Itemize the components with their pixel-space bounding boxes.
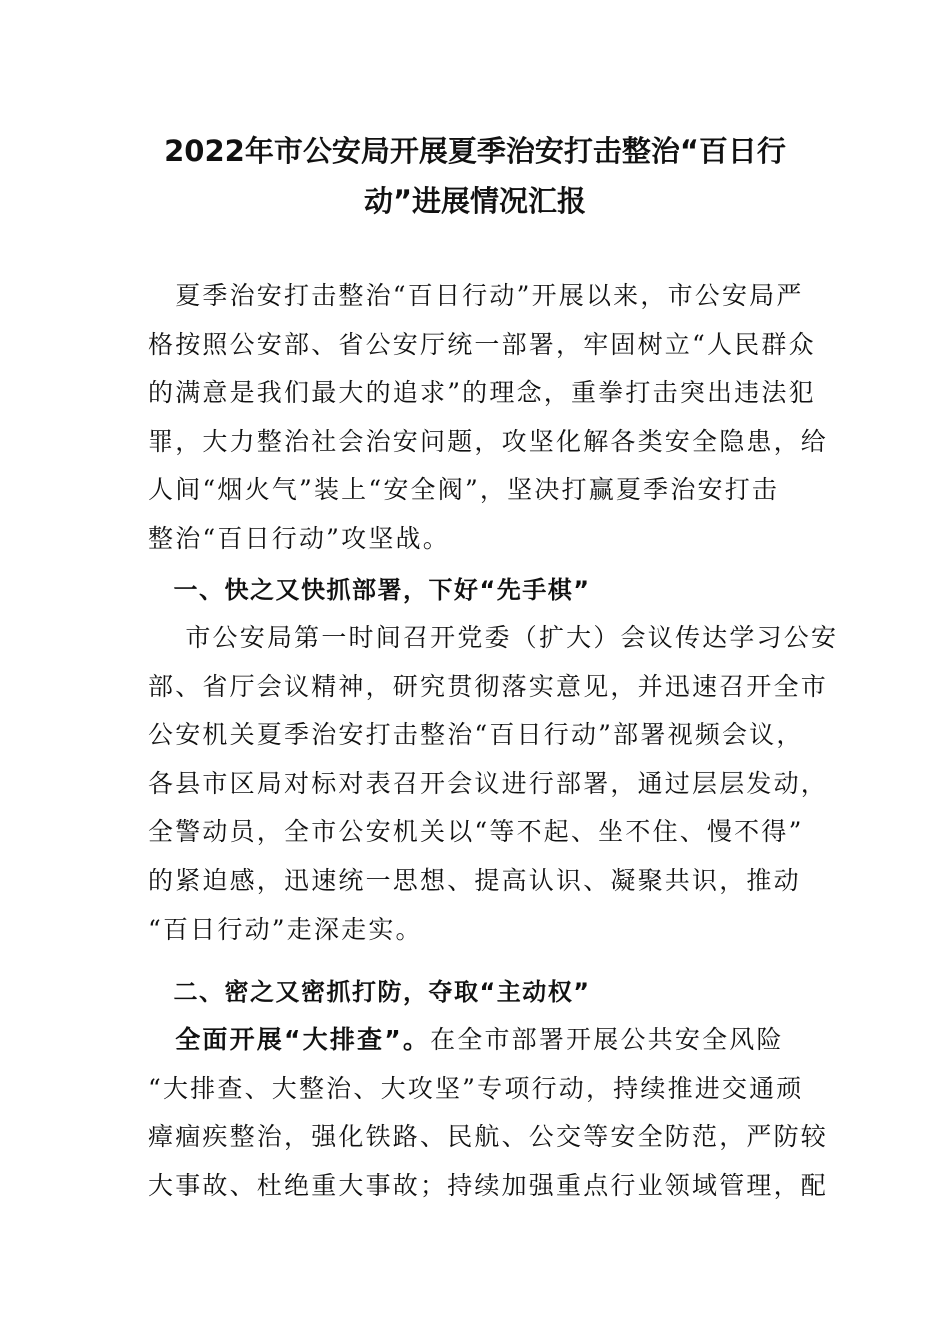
section-1-heading: 一、快之又快抓部署，下好“先手棋” [148, 576, 591, 604]
intro-line-5: 人间“烟火气”装上“安全阀”，坚决打赢夏季治安打击 [148, 475, 780, 505]
title-line-2: 动”进展情况汇报 [363, 184, 587, 218]
section-2-paragraph [148, 1016, 829, 1210]
intro-line-4: 罪，大力整治社会治安问题，攻坚化解各类安全隐患，给 [148, 426, 829, 456]
section-2-line-2: “大排查、大整治、大攻坚”专项行动，持续推进交通顽 [148, 1073, 804, 1103]
section-1-line-5: 全警动员，全市公安机关以“等不起、坐不住、慢不得” [148, 817, 804, 847]
section-1-line-6: 的紧迫感，迅速统一思想、提高认识、凝聚共识，推动 [148, 865, 801, 895]
section-2-line-4: 大事故、杜绝重大事故；持续加强重点行业领域管理，配 [148, 1170, 829, 1200]
intro-paragraph [148, 272, 829, 564]
intro-line-2: 格按照公安部、省公安厅统一部署，牢固树立“人民群众 [148, 329, 816, 359]
section-2-lead-bold: 全面开展“大排查”。 [148, 1025, 431, 1054]
document-title [150, 126, 800, 226]
section-1-paragraph [148, 614, 839, 954]
section-1-line-4: 各县市区局对标对表召开会议进行部署，通过层层发动， [148, 768, 829, 798]
title-line-1: 2022年市公安局开展夏季治安打击整治“百日行 [164, 134, 786, 168]
section-2-line-3: 瘴痼疾整治，强化铁路、民航、公交等安全防范，严防较 [148, 1122, 829, 1152]
intro-line-6: 整治“百日行动”攻坚战。 [148, 523, 450, 553]
intro-line-3: 的满意是我们最大的追求”的理念，重拳打击突出违法犯 [148, 378, 816, 408]
section-2-heading: 二、密之又密抓打防，夺取“主动权” [148, 978, 591, 1006]
section-2-lead-line [148, 1016, 810, 1065]
section-1-line-2: 部、省厅会议精神，研究贯彻落实意见，并迅速召开全市 [148, 671, 829, 701]
section-1-line-1: 市公安局第一时间召开党委（扩大）会议传达学习公安 [148, 623, 839, 652]
intro-line-1: 夏季治安打击整治“百日行动”开展以来，市公安局严 [148, 281, 804, 310]
section-1-line-7: “百日行动”走深走实。 [148, 914, 423, 944]
section-1-line-3: 公安机关夏季治安打击整治“百日行动”部署视频会议， [148, 720, 804, 750]
section-2-lead-rest: 在全市部署开展公共安全风险 [430, 1025, 784, 1054]
